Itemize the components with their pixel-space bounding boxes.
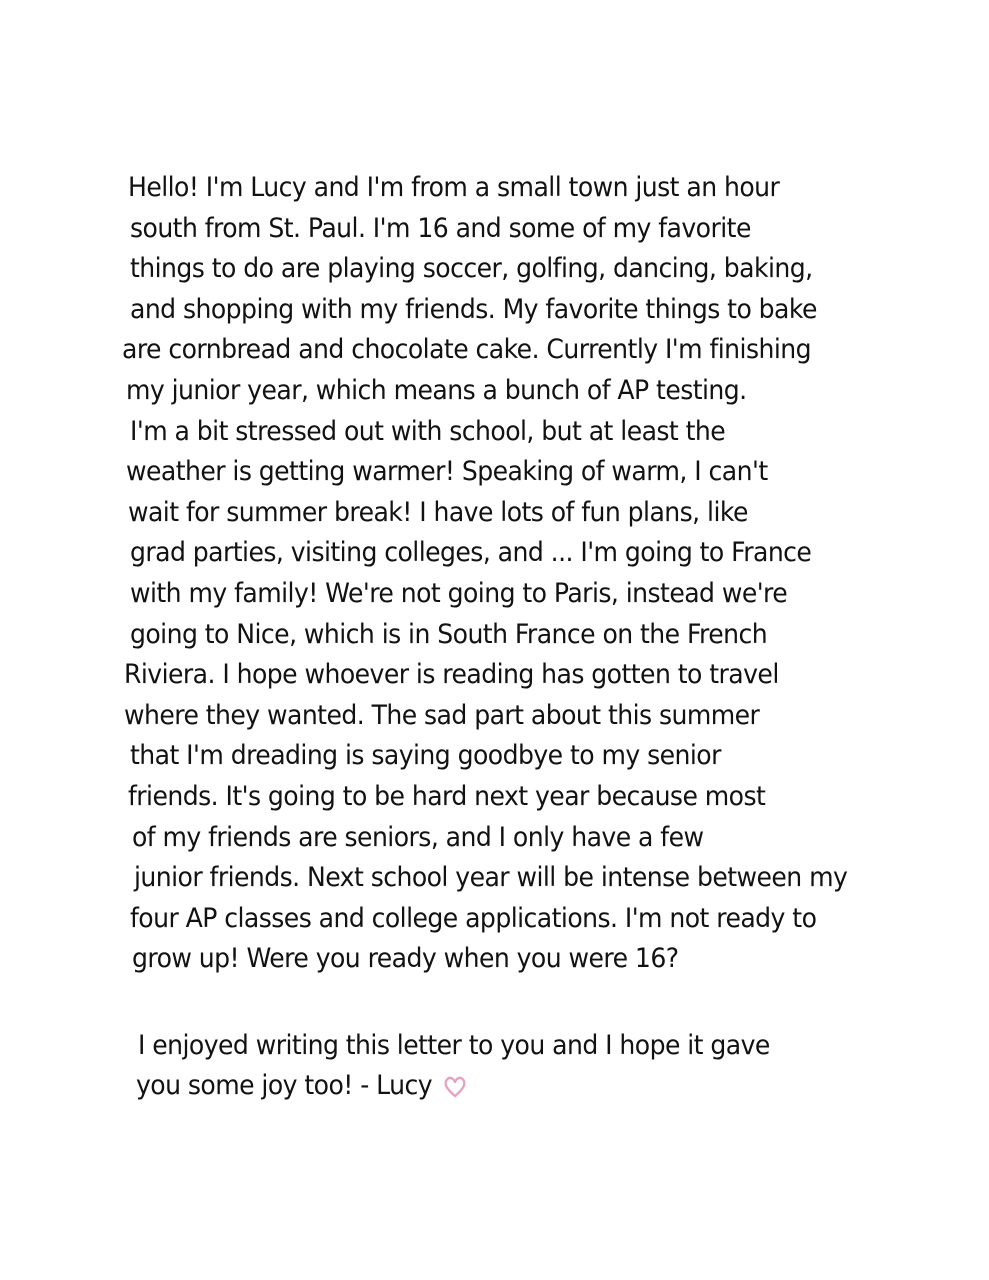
- letter-line: weather is getting warmer! Speaking of warm, I can't: [126, 456, 768, 488]
- letter-line: I'm a bit stressed out with school, but at least the: [130, 415, 726, 447]
- letter-line: Hello! I'm Lucy and I'm from a small town just an hour: [128, 172, 780, 203]
- letter-body: [122, 168, 867, 1107]
- letter-line: four AP classes and college applications. I'm not ready to: [130, 902, 817, 934]
- letter-line: grow up! Were you ready when you were 16?: [132, 943, 679, 975]
- letter-line: junior friends. Next school year will be intense between my: [134, 862, 848, 894]
- letter-line: and shopping with my friends. My favorite things to bake: [130, 293, 817, 325]
- letter-line: south from St. Paul. I'm 16 and some of my favorite: [130, 212, 751, 244]
- letter-line: my junior year, which means a bunch of AP testing.: [126, 374, 747, 406]
- letter-line: friends. It's going to be hard next year because most: [128, 780, 766, 812]
- letter-line: with my family! We're not going to Paris, instead we're: [130, 577, 788, 609]
- letter-line: are cornbread and chocolate cake. Currently I'm finishing: [122, 334, 811, 366]
- paragraph-gap: [122, 980, 867, 1026]
- letter-line: things to do are playing soccer, golfing, dancing, baking,: [130, 253, 813, 285]
- letter-line: going to Nice, which is in South France on the French: [130, 618, 768, 650]
- letter-line: Riviera. I hope whoever is reading has gotten to travel: [124, 659, 779, 691]
- heart-icon: [443, 1075, 467, 1099]
- letter-line: grad parties, visiting colleges, and ... I'm going to France: [130, 537, 812, 569]
- letter-line: wait for summer break! I have lots of fun plans, like: [128, 496, 748, 528]
- letter-line: where they wanted. The sad part about this summer: [124, 699, 760, 731]
- signature-text: you some joy too! - Lucy: [136, 1070, 433, 1102]
- signoff-line: [136, 1066, 467, 1107]
- closing-line: I enjoyed writing this letter to you and I hope it gave: [138, 1029, 770, 1061]
- letter-line: of my friends are seniors, and I only have a few: [132, 821, 704, 853]
- letter-line: that I'm dreading is saying goodbye to my senior: [130, 740, 721, 772]
